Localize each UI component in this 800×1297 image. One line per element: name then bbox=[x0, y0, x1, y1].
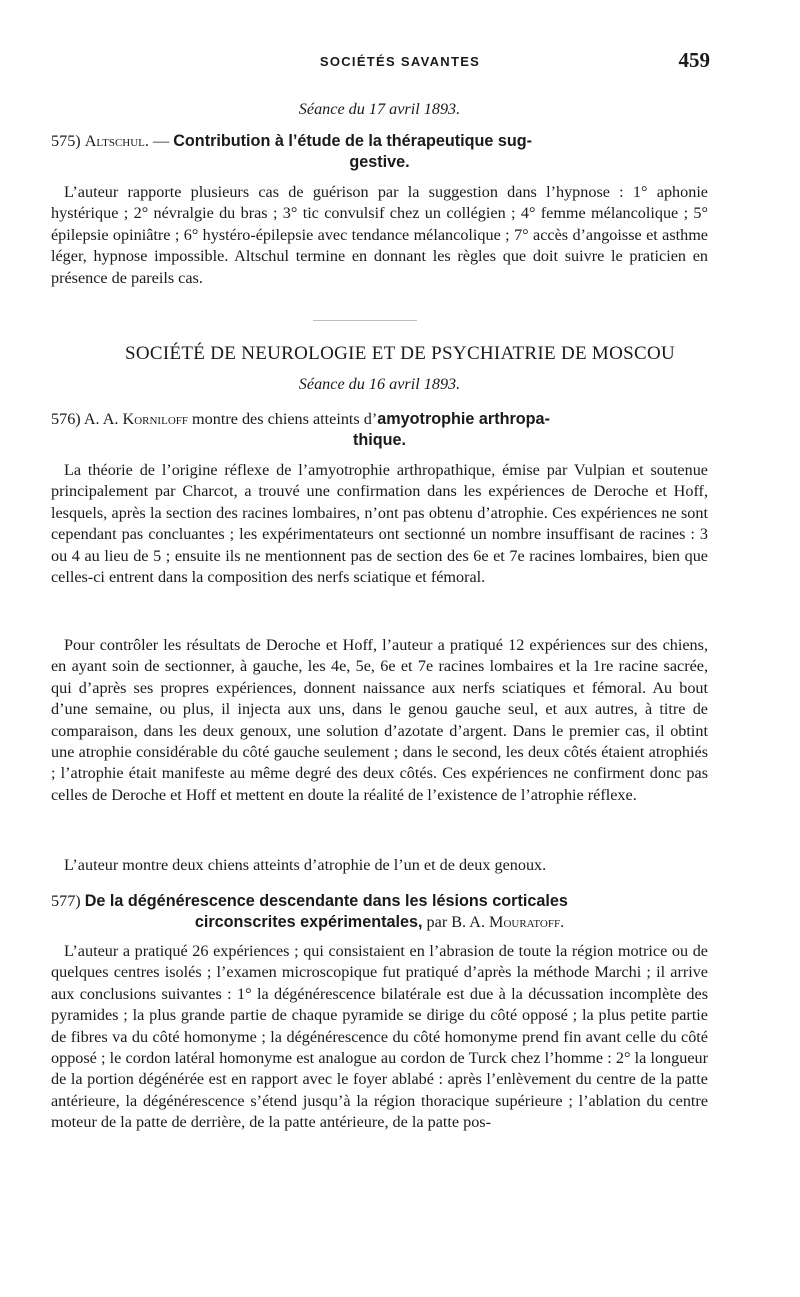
article-title-line1: Contribution à l’étude de la thérapeutique sug- bbox=[173, 132, 533, 150]
separator-rule bbox=[313, 320, 417, 321]
entry-575-heading bbox=[51, 131, 708, 174]
society-heading: SOCIÉTÉ DE NEUROLOGIE ET DE PSYCHIATRIE DE MOSCOU bbox=[124, 343, 676, 364]
entry-576-paragraph-3: L’auteur montre deux chiens atteints d’atrophie de l’un et de deux genoux. bbox=[64, 856, 547, 874]
entry-576-paragraph-1: La théorie de l’origine réflexe de l’amyotrophie arthropathique, émise par Vulpian et soutenue principalement par Charcot, a trouvé une confirmation dans les expériences de Deroche et Hoff, lesquels, après la section des racines lombaires, n’ont pas obtenu d’atrophie. Ces expériences ne sont cependant pas concluantes ; les expérimentateurs ont sectionné un nombre insuffisant de racines : 3 ou 4 au lieu de 5 ; ensuite ils ne mentionnent pas de section des 6e et 7e racines lombaires, bien que celles-ci entrent dans la composition des nerfs sciatique et fémoral. bbox=[51, 461, 708, 587]
session-date-576: Séance du 16 avril 1893. bbox=[298, 375, 461, 393]
author-name: Korniloff bbox=[122, 410, 188, 428]
entry-577-body: L’auteur a pratiqué 26 expériences ; qui consistaient en l’abrasion de toute la région motrice ou de quelques centres isolés ; l’examen microscopique fut pratiqué d’après la méthode Marchi ; il arrive aux conclusions suivantes : 1° la dégénérescence bilatérale est due à la décussation incomplète des pyramides ; la plus grande partie de chaque pyramide se dirige du côté opposé ; la plus petite partie de fibres va du côté homonyme ; la dégénérescence du côté homonyme prend fin avant celle du côté opposé ; le cordon latéral homonyme est analogue au cordon de Turck chez l’homme : 2° la longueur de la portion dégénérée est en rapport avec le foyer ablabé : après l’enlèvement du centre de la patte antérieure, la dégénérescence s’étend jusqu’à la région thoracique supérieure ; l’ablation du centre moteur de la patte de derrière, de la patte antérieure, de la patte pos- bbox=[51, 942, 708, 1132]
entry-number: 577) bbox=[51, 892, 81, 910]
entry-576-heading bbox=[51, 409, 708, 452]
session-date-575: Séance du 17 avril 1893. bbox=[298, 100, 461, 118]
entry-number: 575) bbox=[51, 132, 81, 150]
entry-intro: montre des chiens atteints d’ bbox=[192, 410, 378, 428]
article-title-line2: gestive. bbox=[349, 153, 410, 172]
running-title: SOCIÉTÉS SAVANTES bbox=[319, 54, 481, 69]
page-number: 459 bbox=[678, 48, 710, 72]
author-initials: A. A. bbox=[83, 410, 119, 428]
article-title-line1: De la dégénérescence descendante dans les lésions corticales bbox=[84, 892, 568, 910]
entry-575-body: L’auteur rapporte plusieurs cas de guérison par la suggestion dans l’hypnose : 1° aphonie hystérique ; 2° névralgie du bras ; 3° tic convulsif chez un collégien ; 4° femme mélancolique ; 5° épilepsie opiniâtre ; 6° hystéro-épilepsie avec tendance mélancolique ; 7° accès d’angoisse et asthme léger, hypnose impossible. Altschul termine en donnant les règles que doit suivre le praticien en présence de pareils cas. bbox=[51, 183, 708, 287]
author-name: Mouratoff. bbox=[489, 913, 565, 932]
author-name: Altschul. bbox=[84, 132, 149, 150]
dash: — bbox=[153, 132, 170, 150]
entry-577-heading bbox=[51, 891, 708, 934]
entry-number: 576) bbox=[51, 410, 81, 428]
article-title-line2: circonscrites expérimentales, bbox=[194, 913, 423, 932]
author-prefix: par B. A. bbox=[426, 913, 485, 932]
article-title-line1: amyotrophie arthropa- bbox=[377, 410, 550, 428]
article-title-line2: thique. bbox=[352, 431, 407, 450]
entry-576-paragraph-2: Pour contrôler les résultats de Deroche et Hoff, l’auteur a pratiqué 12 expériences sur des chiens, en ayant soin de sectionner, à gauche, les 4e, 5e, 6e et 7e racines lombaires et la 1re racine sacrée, qui d’après ses propres expériences, donnent naissance aux nerfs sciatiques et fémoral. Au bout d’une semaine, ou plus, il injecta aux uns, dans le genou gauche seul, et aux autres, à titre de comparaison, dans les deux genoux, une solution d’azotate d’argent. Dans le premier cas, il obtint une atrophie considérable du côté gauche seulement ; dans le second, les deux côtés étaient atrophiés ; l’atrophie était manifeste au même degré des deux côtés. Ces expériences ne confirment donc pas celles de Deroche et Hoff et mettent en doute la réalité de l’existence de l’atrophie réflexe. bbox=[51, 636, 708, 804]
